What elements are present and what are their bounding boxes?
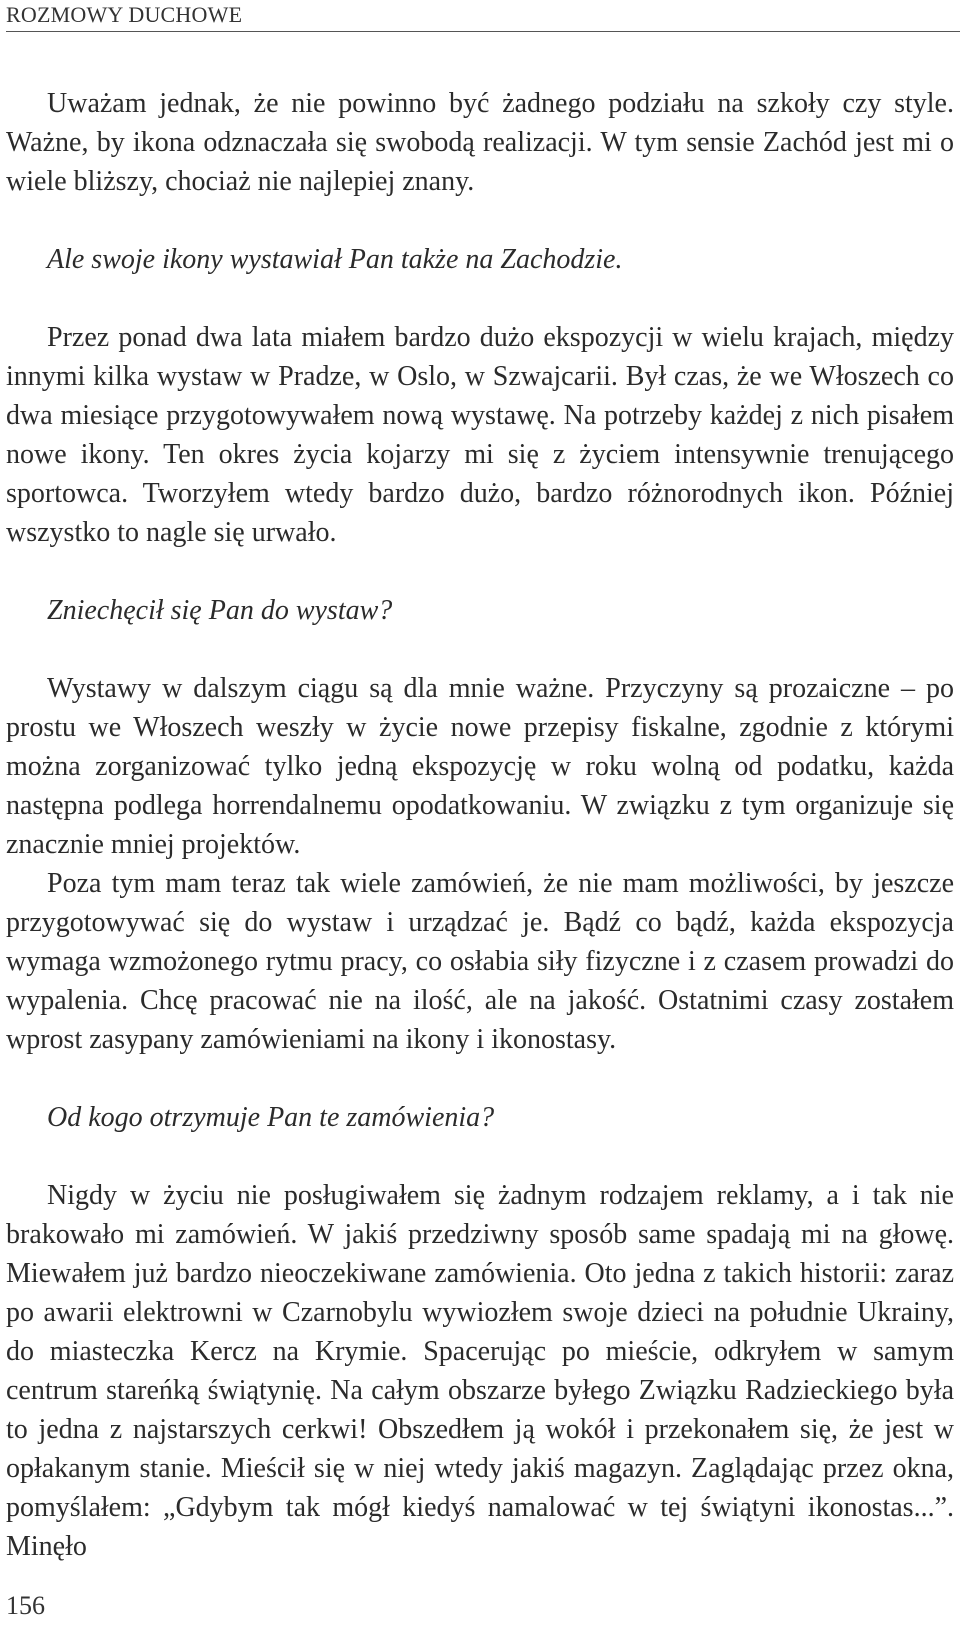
question-1: Ale swoje ikony wystawiał Pan także na Zachodzie. [47, 244, 623, 275]
answer-paragraph-2: Przez ponad dwa lata miałem bardzo dużo ekspozycji w wielu krajach, między innymi kilka wystaw w Pradze, w Oslo, w Szwajcarii. Był czas, że we Włoszech co dwa miesiące przygotowywałem nową wystawę. Na potrzeby każdej z nich pisałem nowe ikony. Ten okres życia kojarzy mi się z życiem intensywnie trenującego sportowca. Tworzyłem wtedy bardzo dużo, bardzo różnorodnych ikon. Później wszystko to nagle się urwało. [6, 322, 954, 548]
running-header: ROZMOWY DUCHOWE [6, 2, 960, 32]
answer-paragraph-3: Wystawy w dalszym ciągu są dla mnie ważne. Przyczyny są prozaiczne – po prostu we Włoszech weszły w życie nowe przepisy fiskalne, zgodnie z którymi można zorganizować tylko jedną ekspozycję w roku wolną od podatku, każda następna podlega horrendalnemu opodatkowaniu. W związku z tym organizuje się znacznie mniej projektów. [6, 673, 954, 860]
question-2: Zniechęcił się Pan do wystaw? [47, 595, 393, 626]
answer-paragraph-5: Nigdy w życiu nie posługiwałem się żadnym rodzajem reklamy, a i tak nie brakowało mi zamówień. W jakiś przedziwny sposób same spadają mi na głowę. Miewałem już bardzo nieoczekiwane zamówienia. Oto jedna z takich historii: zaraz po awarii elektrowni w Czarnobylu wywiozłem swoje dzieci na południe Ukrainy, do miasteczka Kercz na Krymie. Spacerując po mieście, odkryłem w samym centrum stareńką świątynię. Na całym obszarze byłego Związku Radzieckiego była to jedna z najstarszych cerkwi! Obszedłem ją wokół i przekonałem się, że jest w opłakanym stanie. Mieścił się w niej wtedy jakiś magazyn. Zaglądając przez okna, pomyślałem: „Gdybym tak mógł kiedyś namalować w tej świątyni ikonostas...”. Minęło [6, 1180, 954, 1562]
answer-paragraph-4: Poza tym mam teraz tak wiele zamówień, że nie mam możliwości, by jeszcze przygotowywać się do wystaw i urządzać je. Bądź co bądź, każda ekspozycja wymaga wzmożonego rytmu pracy, co osłabia siły fizyczne i z czasem prowadzi do wypalenia. Chcę pracować nie na ilość, ale na jakość. Ostatnimi czasy zostałem wprost zasypany zamówieniami na ikony i ikonostasy. [6, 868, 954, 1055]
question-3: Od kogo otrzymuje Pan te zamówienia? [47, 1102, 495, 1133]
page-number: 156 [6, 1591, 45, 1620]
body-text [6, 84, 954, 1566]
answer-paragraph-1: Uważam jednak, że nie powinno być żadnego podziału na szkoły czy style. Ważne, by ikona odznaczała się swobodą realizacji. W tym sensie Zachód jest mi o wiele bliższy, chociaż nie najlepiej znany. [6, 88, 954, 197]
